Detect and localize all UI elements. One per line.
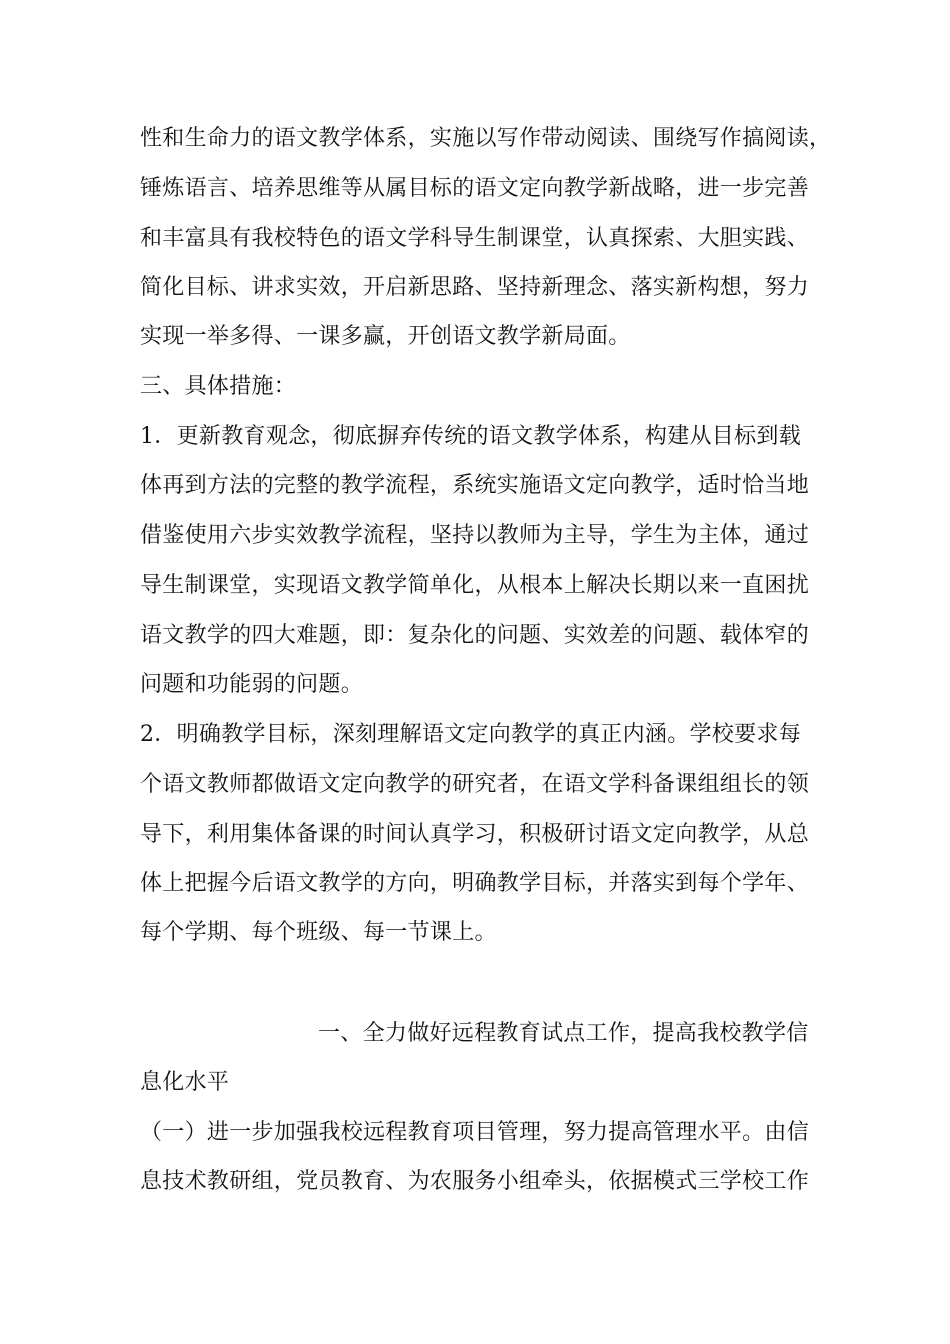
text-line: 锤炼语言、培养思维等从属目标的语文定向教学新战略，进一步完善 — [140, 176, 810, 201]
text-line: 和丰富具有我校特色的语文学科导生制课堂，认真探索、大胆实践、 — [140, 226, 810, 251]
text-line: （一）进一步加强我校远程教育项目管理，努力提高管理水平。由信 — [140, 1120, 810, 1145]
text-line: 体再到方法的完整的教学流程，系统实施语文定向教学，适时恰当地 — [140, 473, 810, 498]
text-line: 息技术教研组，党员教育、为农服务小组牵头，依据模式三学校工作 — [140, 1169, 810, 1194]
text-line: 2．明确教学目标，深刻理解语文定向教学的真正内涵。学校要求每 — [140, 722, 801, 747]
heading-line: 一、全力做好远程教育试点工作，提高我校教学信 — [318, 1021, 809, 1046]
section-heading-specific-measures: 三、具体措施： — [140, 374, 297, 399]
text-line: 简化目标、讲求实效，开启新思路、坚持新理念、落实新构想，努力 — [140, 275, 810, 300]
text-line: 借鉴使用六步实效教学流程，坚持以教师为主导，学生为主体，通过 — [140, 523, 810, 548]
text-line: 导生制课堂，实现语文教学简单化，从根本上解决长期以来一直困扰 — [140, 573, 810, 598]
heading-line: 息化水平 — [140, 1070, 230, 1095]
text-line: 语文教学的四大难题，即：复杂化的问题、实效差的问题、载体窄的 — [140, 623, 810, 648]
text-line: 个语文教师都做语文定向教学的研究者，在语文学科备课组组长的领 — [140, 772, 810, 797]
text-line: 问题和功能弱的问题。 — [140, 672, 364, 697]
text-line: 性和生命力的语文教学体系，实施以写作带动阅读、围绕写作搞阅读， — [140, 126, 832, 151]
text-line: 1．更新教育观念，彻底摒弃传统的语文教学体系，构建从目标到载 — [140, 424, 801, 449]
text-line: 体上把握今后语文教学的方向，明确教学目标，并落实到每个学年、 — [140, 871, 810, 896]
text-line: 实现一举多得、一课多赢，开创语文教学新局面。 — [140, 324, 631, 349]
text-line: 每个学期、每个班级、每一节课上。 — [140, 920, 497, 945]
text-line: 导下，利用集体备课的时间认真学习，积极研讨语文定向教学，从总 — [140, 822, 810, 847]
